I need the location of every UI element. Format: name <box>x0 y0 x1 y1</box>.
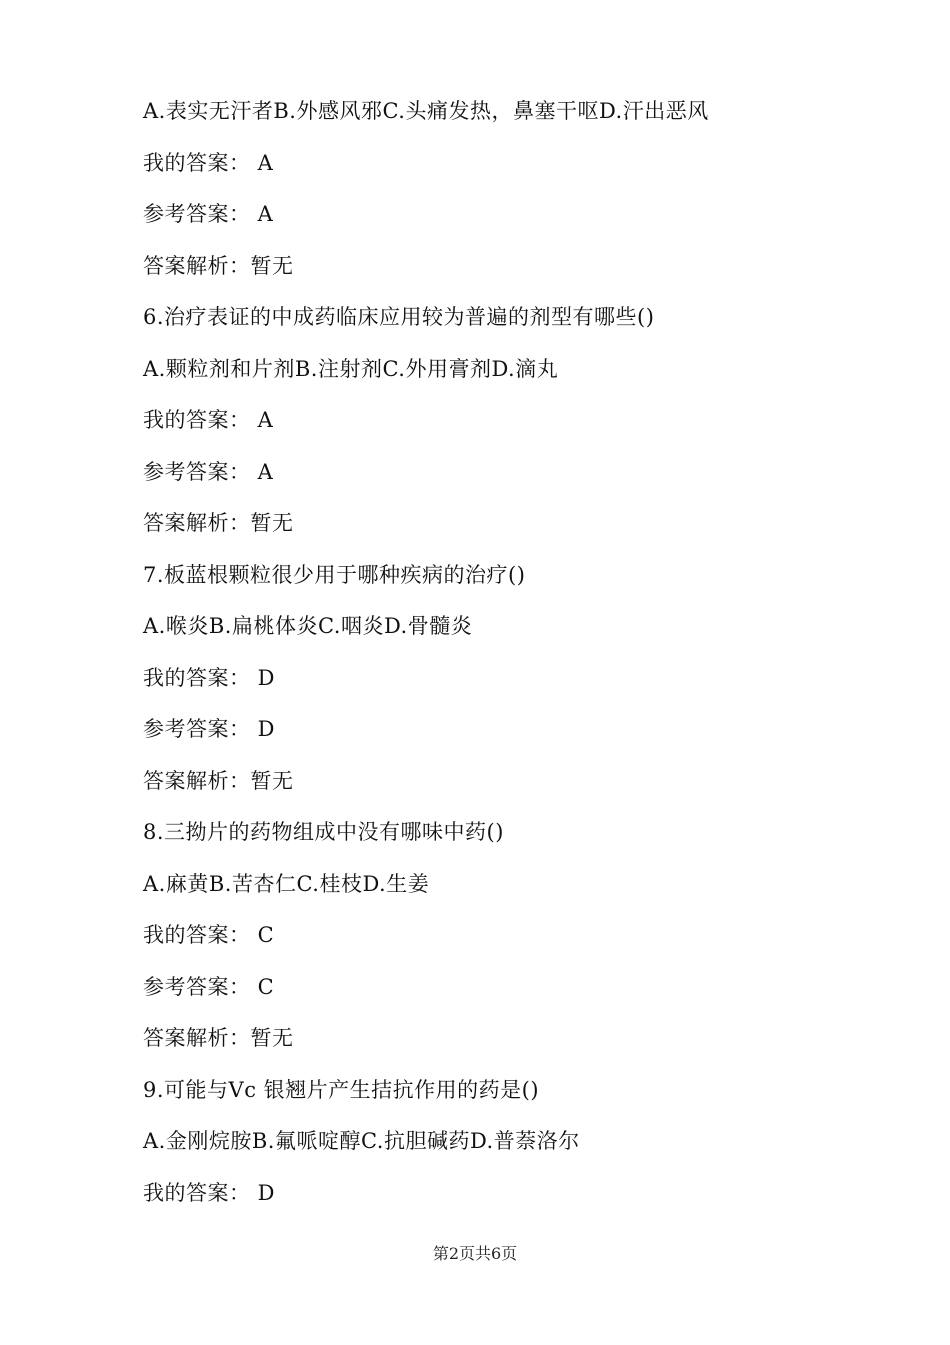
q7-reference-answer: 参考答案： D <box>143 717 276 741</box>
q6-my-answer: 我的答案： A <box>143 408 274 432</box>
q5-options: A.表实无汗者B.外感风邪C.头痛发热，鼻塞干呕D.汗出恶风 <box>143 99 709 123</box>
q6-question: 6.治疗表证的中成药临床应用较为普遍的剂型有哪些() <box>143 305 655 329</box>
q8-explanation: 答案解析：暂无 <box>143 1026 294 1050</box>
q9-my-answer: 我的答案： D <box>143 1180 276 1205</box>
q5-reference-answer: 参考答案： A <box>143 202 274 226</box>
q8-reference-answer: 参考答案： C <box>143 974 275 999</box>
q7-explanation: 答案解析：暂无 <box>143 768 294 793</box>
document-body <box>143 96 903 1229</box>
q8-my-answer: 我的答案： C <box>143 923 275 947</box>
page-number-footer: 第2页共6页 <box>432 1244 518 1263</box>
q6-options: A.颗粒剂和片剂B.注射剂C.外用膏剂D.滴丸 <box>143 356 559 381</box>
q6-explanation: 答案解析：暂无 <box>143 511 294 535</box>
q9-question: 9.可能与Vc 银翘片产生拮抗作用的药是() <box>143 1077 540 1102</box>
q7-question: 7.板蓝根颗粒很少用于哪种疾病的治疗() <box>143 562 526 587</box>
q5-my-answer: 我的答案： A <box>143 150 274 175</box>
q9-options: A.金刚烷胺B.氟哌啶醇C.抗胆碱药D.普萘洛尔 <box>143 1129 580 1153</box>
q7-my-answer: 我的答案： D <box>143 665 276 690</box>
q8-options: A.麻黄B.苦杏仁C.桂枝D.生姜 <box>143 871 430 896</box>
q8-question: 8.三拗片的药物组成中没有哪味中药() <box>143 820 504 844</box>
q7-options: A.喉炎B.扁桃体炎C.咽炎D.骨髓炎 <box>143 614 473 638</box>
q6-reference-answer: 参考答案： A <box>143 459 274 484</box>
q5-explanation: 答案解析：暂无 <box>143 253 294 278</box>
